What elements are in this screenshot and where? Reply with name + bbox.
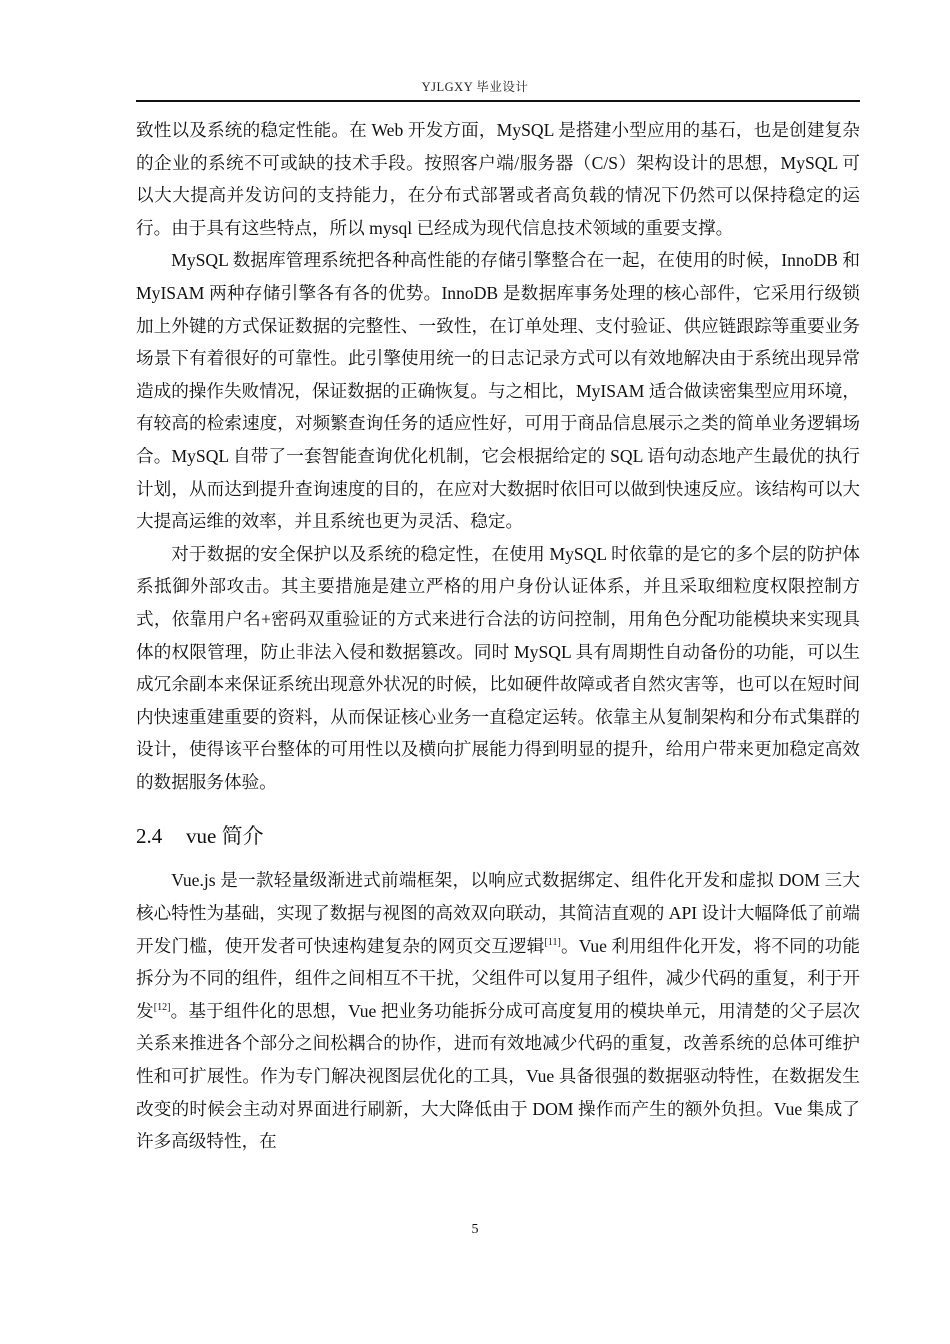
page-number: 5 [471, 1222, 479, 1237]
paragraph-mysql-security: 对于数据的安全保护以及系统的稳定性，在使用 MySQL 时依靠的是它的多个层的防护体系抵御外部攻击。其主要措施是建立严格的用户身份认证体系，并且采取细粒度权限控制方式，依靠用户名+密码双重验证的方式来进行合法的访问控制，用角色分配功能模块来实现具体的权限管理，防止非法入侵和数据篡改。同时 MySQL 具有周期性自动备份的功能，可以生成冗余副本来保证系统出现意外状况的时候，比如硬件故障或者自然灾害等，也可以在短时间内快速重建重要的资料，从而保证核心业务一直稳定运转。依靠主从复制架构和分布式集群的设计，使得该平台整体的可用性以及横向扩展能力得到明显的提升，给用户带来更加稳定高效的数据服务体验。 [136, 543, 860, 792]
header-rule [136, 100, 860, 102]
vue-intro-text-c: 。基于组件化的思想，Vue 把业务功能拆分成可高度复用的模块单元，用清楚的父子层次关系来推进各个部分之间松耦合的协作，进而有效地减少代码的重复，改善系统的总体可维护性和可扩展性。作为专门解决视图层优化的工具，Vue 具备很强的数据驱动特性，在数据发生改变的时候会主动对界面进行刷新，大大降低由于 DOM 操作而产生的额外负担。Vue 集成了许多高级特性，在 [136, 1000, 860, 1152]
citation-11: [11] [544, 936, 561, 948]
section-title: vue 简介 [186, 824, 264, 849]
paragraph-mysql-engines: MySQL 数据库管理系统把各种高性能的存储引擎整合在一起，在使用的时候，InnoDB 和 MyISAM 两种存储引擎各有各的优势。InnoDB 是数据库事务处理的核心部件，它采用行级锁加上外键的方式保证数据的完整性、一致性，在订单处理、支付验证、供应链跟踪等重要业务场景下有着很好的可靠性。此引擎使用统一的日志记录方式可以有效地解决由于系统出现异常造成的操作失败情况，保证数据的正确恢复。与之相比，MyISAM 适合做读密集型应用环境，有较高的检索速度，对频繁查询任务的适应性好，可用于商品信息展示之类的简单业务逻辑场合。MySQL 自带了一套智能查询优化机制，它会根据给定的 SQL 语句动态地产生最优的执行计划，从而达到提升查询速度的目的，在应对大数据时依旧可以做到快速反应。该结构可以大大提高运维的效率，并且系统也更为灵活、稳定。 [136, 250, 860, 532]
paragraph-mysql-stability: 致性以及系统的稳定性能。在 Web 开发方面，MySQL 是搭建小型应用的基石，也是创建复杂的企业的系统不可或缺的技术手段。按照客户端/服务器（C/S）架构设计的思想，MySQL 可以大大提高并发访问的支持能力，在分布式部署或者高负载的情况下仍然可以保持稳定的运行。由于具有这些特点，所以 mysql 已经成为现代信息技术领域的重要支撑。 [136, 120, 860, 238]
page-header: YJLGXY 毕业设计 [421, 80, 529, 94]
paragraph-vue-intro [136, 864, 860, 1157]
vue-intro-text-b: 。Vue 利用组件化开发，将不同的功能拆分为不同的组件，组件之间相互不干扰，父组件可以复用子组件，减少代码的重复，利于开发 [136, 935, 860, 1021]
body-text [136, 114, 860, 1158]
section-heading [136, 821, 860, 851]
vue-intro-text-a: Vue.js 是一款轻量级渐进式前端框架，以响应式数据绑定、组件化开发和虚拟 DOM 三大核心特性为基础，实现了数据与视图的高效双向联动，其简洁直观的 API 设计大幅降低了前端开发门槛，使开发者可快速构建复杂的网页交互逻辑 [136, 870, 860, 956]
citation-12: [12] [153, 1001, 171, 1013]
section-number: 2.4 [136, 824, 163, 849]
